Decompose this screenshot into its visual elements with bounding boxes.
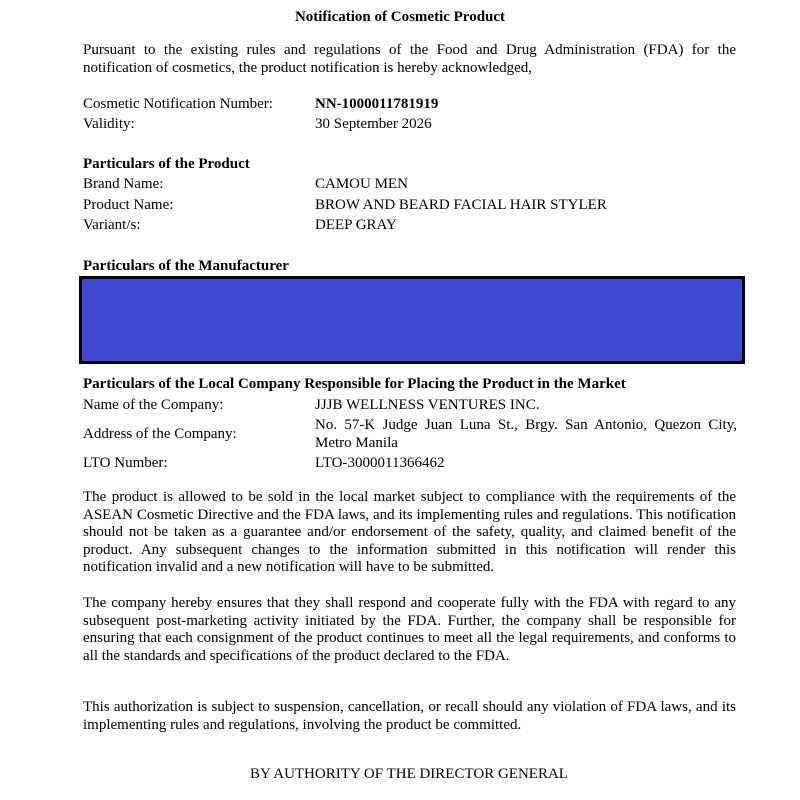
manufacturer-redaction-box [79, 276, 745, 364]
validity-value: 30 September 2026 [315, 116, 432, 132]
brand-name-value: CAMOU MEN [315, 176, 408, 192]
compliance-paragraph: The product is allowed to be sold in the local market subject to compliance with the requirements of the ASEAN Cosmetic Directive and the FDA laws, and its implementing rules and regulations. This notification should not be taken as a guarantee and/or endorsement of the safety, quality, and claimed benefit of the product. Any subsequent changes to the information submitted in this notification will render this notification invalid and a new notification will have to be submitted. [83, 489, 736, 575]
notification-number-label: Cosmetic Notification Number: [83, 96, 273, 112]
variant-value: DEEP GRAY [315, 217, 397, 233]
local-company-heading: Particulars of the Local Company Responsible for Placing the Product in the Market [83, 376, 626, 392]
validity-label: Validity: [83, 116, 135, 132]
lto-number-label: LTO Number: [83, 455, 168, 471]
product-name-value: BROW AND BEARD FACIAL HAIR STYLER [315, 197, 607, 213]
company-name-label: Name of the Company: [83, 397, 224, 413]
brand-name-label: Brand Name: [83, 176, 164, 192]
intro-paragraph: Pursuant to the existing rules and regulations of the Food and Drug Administration (FDA) for the notification of cosmetics, the product notification is hereby acknowledged, [83, 42, 736, 76]
variant-label: Variant/s: [83, 217, 141, 233]
company-name-value: JJJB WELLNESS VENTURES INC. [315, 397, 540, 413]
company-address-label: Address of the Company: [83, 426, 237, 442]
manufacturer-heading: Particulars of the Manufacturer [83, 258, 289, 274]
product-heading: Particulars of the Product [83, 156, 250, 172]
authorization-paragraph: This authorization is subject to suspension, cancellation, or recall should any violation of FDA laws, and its implementing rules and regulations, involving the product be committed. [83, 699, 736, 733]
cooperation-paragraph: The company hereby ensures that they shall respond and cooperate fully with the FDA with regard to any subsequent post-marketing activity initiated by the FDA. Further, the company shall be responsible for ensuring that each consignment of the product continues to meet all the legal requirements, and conforms to all the standards and specifications of the product declared to the FDA. [83, 595, 736, 664]
company-address-value: No. 57-K Judge Juan Luna St., Brgy. San Antonio, Quezon City, Metro Manila [315, 417, 737, 451]
authority-footer: BY AUTHORITY OF THE DIRECTOR GENERAL [250, 766, 568, 782]
lto-number-value: LTO-3000011366462 [315, 455, 445, 471]
product-name-label: Product Name: [83, 197, 174, 213]
document-title: Notification of Cosmetic Product [294, 9, 506, 25]
notification-number-value: NN-1000011781919 [315, 96, 439, 112]
